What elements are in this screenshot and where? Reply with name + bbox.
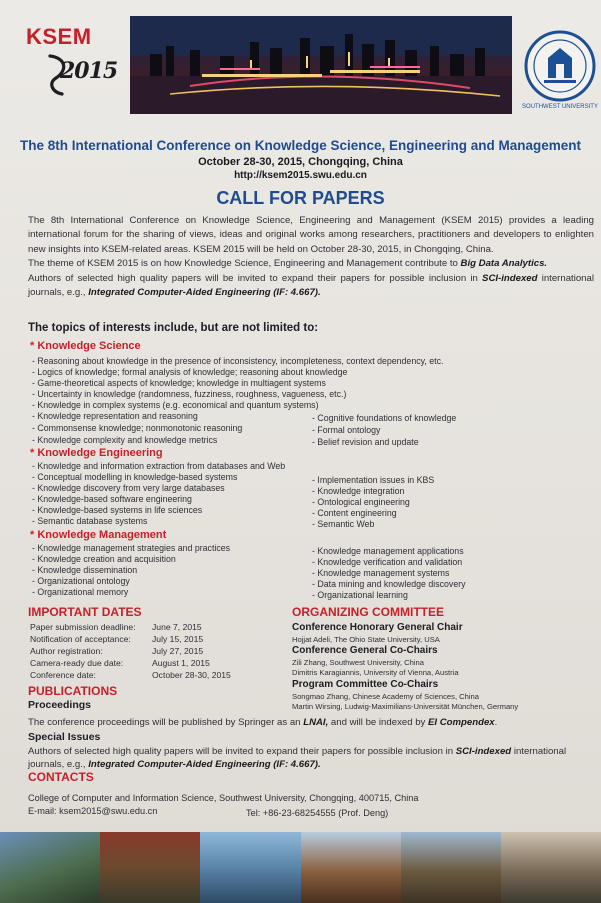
topic-item: - Content engineering: [312, 508, 397, 518]
date-label: Author registration:: [30, 646, 103, 656]
topic-item: - Uncertainty in knowledge (randomness, fuzziness, roughness, vagueness, etc.): [32, 389, 347, 399]
proceedings-text-c: and will be indexed by: [328, 717, 428, 728]
category-knowledge-engineering: * Knowledge Engineering: [30, 447, 163, 459]
date-value: October 28-30, 2015: [152, 670, 231, 680]
topic-item: - Knowledge and information extraction from databases and Web: [32, 461, 286, 471]
date-label: Notification of acceptance:: [30, 634, 131, 644]
intro-sci: SCI-indexed: [482, 272, 538, 284]
publications-heading: PUBLICATIONS: [28, 684, 118, 698]
topic-item: - Reasoning about knowledge in the presence of inconsistency, incompleteness, context dependency, etc.: [32, 356, 444, 366]
topic-item: - Formal ontology: [312, 425, 381, 435]
topic-item: - Organizational ontology: [32, 576, 130, 586]
category-knowledge-management: * Knowledge Management: [30, 529, 167, 541]
topic-item: - Game-theoretical aspects of knowledge; knowledge in multiagent systems: [32, 378, 326, 388]
date-label: Paper submission deadline:: [30, 622, 136, 632]
topic-item: - Semantic Web: [312, 519, 375, 529]
ksem-logo: [12, 20, 122, 100]
call-for-papers-heading: CALL FOR PAPERS: [216, 188, 385, 208]
photo-cliffs: [501, 832, 601, 903]
conference-dates: October 28-30, 2015, Chongqing, China: [198, 156, 403, 168]
committee-member: Martin Wirsing, Ludwig-Maximilians-Universität München, Germany: [292, 702, 519, 711]
general-cochairs-title: Conference General Co-Chairs: [292, 645, 438, 656]
topic-item: - Logics of knowledge; formal analysis of knowledge; reasoning about knowledge: [32, 367, 348, 377]
special-journal: Integrated Computer-Aided Engineering (IF: 4.667).: [88, 759, 321, 770]
proceedings-lnai: LNAI,: [303, 717, 329, 728]
skyline-image: [130, 16, 512, 114]
topic-item: - Knowledge in complex systems (e.g. economical and quantum systems): [32, 400, 319, 410]
special-sci: SCI-indexed: [455, 746, 512, 757]
date-value: July 15, 2015: [152, 634, 204, 644]
topic-item: - Knowledge-based systems in life sciences: [32, 505, 203, 515]
photo-mountains: [0, 832, 100, 903]
topic-item: - Organizational memory: [32, 587, 129, 597]
topic-item: - Commonsense knowledge; nonmonotonic reasoning: [32, 423, 243, 433]
intro-theme: The theme of KSEM 2015 is on how Knowledge Science, Engineering and Management contribute to: [28, 258, 461, 270]
intro-text: [28, 214, 594, 300]
proceedings-title: Proceedings: [28, 699, 92, 711]
city-night-banner: [130, 16, 512, 114]
date-value: June 7, 2015: [152, 622, 202, 632]
topic-item: - Cognitive foundations of knowledge: [312, 413, 457, 423]
topics-heading: The topics of interests include, but are not limited to:: [28, 322, 319, 334]
ksem-logo-text: KSEM: [26, 24, 92, 49]
intro-theme-emphasis: Big Data Analytics.: [460, 258, 548, 270]
category-knowledge-science: * Knowledge Science: [30, 340, 141, 352]
topic-item: - Semantic database systems: [32, 516, 148, 526]
contacts-heading: CONTACTS: [28, 770, 94, 784]
university-seal: [522, 24, 598, 114]
topic-item: - Organizational learning: [312, 590, 408, 600]
date-label: Camera-ready due date:: [30, 658, 124, 668]
photo-strip: [0, 832, 601, 903]
organizing-committee-heading: ORGANIZING COMMITTEE: [292, 605, 444, 619]
photo-temple: [100, 832, 200, 903]
date-value: August 1, 2015: [152, 658, 210, 668]
photo-river: [200, 832, 300, 903]
topic-item: - Knowledge management strategies and practices: [32, 543, 231, 553]
special-text-c: international journals, e.g.,: [28, 746, 567, 770]
photo-buddha: [401, 832, 501, 903]
topic-item: - Conceptual modelling in knowledge-based systems: [32, 472, 238, 482]
topic-item: - Knowledge creation and acquisition: [32, 554, 176, 564]
proceedings-ei: EI Compendex: [428, 717, 495, 728]
intro-journals: Authors of selected high quality papers will be invited to expand their papers for possible inclusion in: [28, 272, 483, 284]
topic-item: - Knowledge management applications: [312, 546, 464, 556]
intro-journal-name: Integrated Computer-Aided Engineering (IF: 4.667).: [88, 287, 321, 299]
topic-item: - Knowledge verification and validation: [312, 557, 463, 567]
topic-item: - Knowledge discovery from very large databases: [32, 483, 225, 493]
topic-item: - Knowledge complexity and knowledge metrics: [32, 435, 218, 445]
honorary-chair-title: Conference Honorary General Chair: [292, 622, 463, 633]
special-issues-title: Special Issues: [28, 731, 101, 743]
topic-item: - Ontological engineering: [312, 497, 410, 507]
committee-member: Zili Zhang, Southwest University, China: [292, 658, 424, 667]
committee-member: Songmao Zhang, Chinese Academy of Sciences, China: [292, 692, 479, 701]
ksem-logo-year: 2015: [60, 58, 118, 84]
special-text-a: Authors of selected high quality papers will be invited to expand their papers for possible inclusion in: [28, 746, 456, 757]
topic-item: - Knowledge-based software engineering: [32, 494, 192, 504]
topic-item: - Knowledge integration: [312, 486, 405, 496]
proceedings-text-e: .: [494, 717, 498, 728]
contact-phone: Tel: +86-23-68254555 (Prof. Deng): [246, 808, 389, 818]
topic-item: - Knowledge management systems: [312, 568, 450, 578]
topic-item: - Knowledge representation and reasoning: [32, 411, 198, 421]
date-value: July 27, 2015: [152, 646, 204, 656]
proceedings-text: [28, 716, 594, 729]
photo-pagoda: [301, 832, 401, 903]
committee-member: Dimitris Karagiannis, University of Vienna, Austria: [292, 668, 459, 677]
special-issues-text: [28, 745, 594, 771]
topic-item: - Knowledge dissemination: [32, 565, 138, 575]
topic-item: - Data mining and knowledge discovery: [312, 579, 466, 589]
seal-text: SOUTHWEST UNIVERSITY: [522, 104, 598, 110]
contact-address: College of Computer and Information Science, Southwest University, Chongqing, 400715, China: [28, 793, 419, 803]
topic-item: - Implementation issues in KBS: [312, 475, 435, 485]
program-cochairs-title: Program Committee Co-Chairs: [292, 679, 439, 690]
intro-paragraph-1: The 8th International Conference on Knowledge Science, Engineering and Management (KSEM 2015) provides a leading international forum for the sharing of views, ideas and original works among researchers, practitioners and developers to enlighten new insights into KSEM-related areas. KSEM 2015 will be held on October 28-30, 2015, in Chongqing, China.: [28, 215, 594, 255]
proceedings-text-a: The conference proceedings will be published by Springer as an: [28, 717, 304, 728]
contact-email[interactable]: E-mail: ksem2015@swu.edu.cn: [28, 806, 158, 816]
conference-title: The 8th International Conference on Knowledge Science, Engineering and Management: [19, 138, 582, 153]
topic-item: - Belief revision and update: [312, 437, 419, 447]
committee-member: Hojjat Adeli, The Ohio State University, USA: [292, 635, 440, 644]
important-dates-heading: IMPORTANT DATES: [28, 605, 142, 619]
date-label: Conference date:: [30, 670, 96, 680]
conference-url[interactable]: http://ksem2015.swu.edu.cn: [234, 170, 367, 181]
intro-journals-2: international journals, e.g.,: [28, 272, 594, 299]
